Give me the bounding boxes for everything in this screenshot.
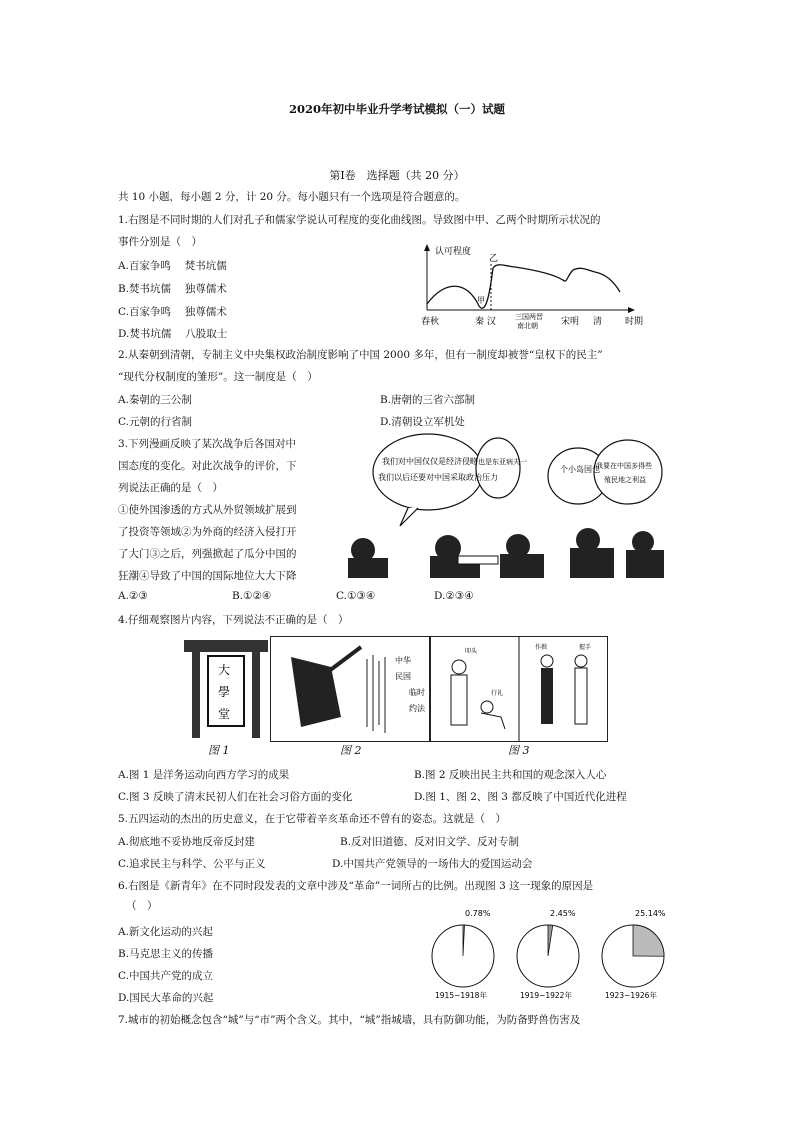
q5-option-c[interactable]: C.追求民主与科学、公平与正义 [118, 858, 266, 870]
q1-chart-mark-jia: 甲 [477, 296, 485, 305]
q4-fig2-text-2: 民国 [395, 672, 411, 681]
q4-stem: 4.仔细观察图片内容，下列说法不正确的是（ ） [118, 614, 349, 626]
q5-option-d[interactable]: D.中国共产党领导的一场伟大的爱国运动会 [332, 858, 533, 870]
q3-line6: 了大门③之后，列强掀起了瓜分中国的 [118, 548, 297, 560]
q4-figure-2 [270, 636, 430, 742]
pie-value-label-3: 25.14% [635, 909, 666, 918]
q3-line1: 3.下列漫画反映了某次战争后各国对中 [118, 438, 297, 450]
q2-option-b[interactable]: B.唐朝的三省六部制 [380, 394, 476, 406]
q4-fig3-label-3: 作揖 [535, 644, 548, 651]
q3-option-d[interactable]: D.②③④ [434, 590, 474, 602]
q5-option-a[interactable]: A.彻底地不妥协地反帝反封建 [118, 836, 255, 848]
q7-stem: 7.城市的初始概念包含“城”与“市”两个含义。其中，“城”指城墙，具有防御功能，为防备野兽伤害及 [118, 1014, 581, 1026]
q6-stem-line2: （ ） [126, 900, 158, 912]
q6-option-c[interactable]: C.中国共产党的成立 [118, 970, 213, 982]
q6-option-d[interactable]: D.国民大革命的兴起 [118, 992, 214, 1004]
q1-option-d[interactable]: D.焚书坑儒 八股取士 [118, 328, 228, 340]
q1-chart-xlabel: 时期 [625, 317, 644, 327]
q4-figure-3 [430, 636, 608, 742]
q1-option-b[interactable]: B.焚书坑儒 独尊儒术 [118, 283, 227, 295]
q6-option-a[interactable]: A.新文化运动的兴起 [118, 926, 213, 938]
q3-line5: 了投资等领域②为外商的经济入侵打开 [118, 526, 297, 538]
q4-option-a[interactable]: A.图 1 是洋务运动向西方学习的成果 [118, 769, 290, 781]
q3-bubble-6: 殖民地之利益 [604, 476, 646, 484]
q4-fig1-char-2: 學 [218, 685, 231, 699]
q3-bubble-3: 也是东亚病夫一 [478, 458, 527, 466]
q1-option-c[interactable]: C.百家争鸣 独尊儒术 [118, 306, 227, 318]
q3-line2: 国态度的变化。对此次战争的评价，下 [118, 460, 297, 472]
q3-bubble-4: 个小岛国也 [560, 465, 600, 474]
q1-chart-mark-yi: 乙 [489, 254, 499, 264]
q3-bubble-2: 我们以后还要对中国采取政治压力 [378, 473, 498, 482]
q6-pie-charts [425, 904, 675, 1000]
q1-curve-chart [415, 240, 660, 332]
q1-chart-tick-qing: 清 [593, 317, 603, 327]
q3-line3: 列说法正确的是（ ） [118, 482, 223, 494]
q3-line7: 狂潮④导致了中国的国际地位大大下降 [118, 570, 297, 582]
q2-option-d[interactable]: D.清朝设立军机处 [380, 416, 465, 428]
q3-bubble-1: 我们对中国仅仅是经济侵略 [382, 457, 478, 466]
q4-fig3-label-2: 行礼 [491, 690, 504, 697]
q4-fig3-label-4: 握手 [579, 644, 592, 651]
q4-figure-3-art [431, 637, 607, 741]
q3-line4: ①使外国渗透的方式从外贸领域扩展到 [118, 504, 297, 516]
q1-chart-tick-qinhan: 秦 汉 [475, 317, 496, 327]
q5-option-b[interactable]: B.反对旧道德、反对旧文学、反对专制 [340, 836, 520, 848]
q4-figure-2-art [271, 637, 429, 741]
pie-category-label-3: 1923~1926年 [605, 991, 657, 1000]
q4-caption-2: 图 2 [340, 744, 362, 757]
pie-slice-3 [633, 925, 664, 956]
q6-stem: 6.右图是《新青年》在不同时段发表的文章中涉及“革命”一词所占的比例。出现图 3 这一现象的原因是 [118, 880, 594, 892]
pie-value-label-2: 2.45% [550, 909, 576, 918]
q1-chart-tick-chunqiu: 春秋 [421, 317, 440, 327]
q4-fig3-label-1: 叩头 [465, 648, 478, 655]
instructions: 共 10 小题，每小题 2 分，计 20 分。每小题只有一个选项是符合题意的。 [118, 191, 466, 203]
q4-fig2-text-3: 临时 [409, 688, 425, 697]
q1-chart-tick-sanguo: 三国两晋 [515, 313, 543, 321]
q3-cartoon [338, 430, 668, 580]
q4-fig2-text-4: 约法 [409, 704, 425, 713]
pie-value-label-1: 0.78% [465, 909, 491, 918]
q1-chart-ylabel: 认可程度 [435, 247, 472, 257]
q4-option-d[interactable]: D.图 1、图 2、图 3 都反映了中国近代化进程 [414, 791, 627, 803]
q2-stem-line1: 2.从秦朝到清朝，专制主义中央集权政治制度影响了中国 2000 多年，但有一制度却被誉“皇权下的民主” [118, 349, 603, 361]
q2-stem-line2: “现代分权制度的雏形”。这一制度是（ ） [118, 371, 318, 383]
q4-caption-3: 图 3 [508, 744, 530, 757]
q4-option-b[interactable]: B.图 2 反映出民主共和国的观念深入人心 [414, 769, 607, 781]
pie-category-label-2: 1919~1922年 [520, 991, 572, 1000]
q4-caption-1: 图 1 [208, 744, 230, 757]
section-heading: 第Ⅰ卷 选择题（共 20 分） [329, 169, 465, 182]
q3-option-a[interactable]: A.②③ [118, 590, 148, 602]
q4-figure-1 [184, 636, 270, 748]
q3-option-b[interactable]: B.①②④ [232, 590, 272, 602]
q3-option-c[interactable]: C.①③④ [336, 590, 376, 602]
q1-chart-tick-songming: 宋明 [561, 317, 580, 327]
q1-option-a[interactable]: A.百家争鸣 焚书坑儒 [118, 260, 227, 272]
q6-option-b[interactable]: B.马克思主义的传播 [118, 948, 214, 960]
q1-stem-line2: 事件分别是（ ） [118, 236, 202, 248]
q2-option-c[interactable]: C.元朝的行省制 [118, 416, 192, 428]
q4-fig2-text-1: 中华 [395, 656, 411, 665]
q3-bubble-5: 我要在中国多得些 [596, 462, 652, 470]
q1-stem-line1: 1.右图是不同时期的人们对孔子和儒家学说认可程度的变化曲线图。导致图中甲、乙两个时期所示状况的 [118, 214, 601, 226]
pie-category-label-1: 1915~1918年 [435, 991, 487, 1000]
q4-option-c[interactable]: C.图 3 反映了清末民初人们在社会习俗方面的变化 [118, 791, 353, 803]
q2-option-a[interactable]: A.秦朝的三公制 [118, 394, 192, 406]
q1-chart-tick-nanbeichao: 南北朝 [517, 322, 538, 330]
page-title: 2020年初中毕业升学考试模拟（一）试题 [288, 102, 505, 116]
q4-fig1-char-3: 堂 [218, 707, 231, 721]
q4-fig1-char-1: 大 [218, 663, 231, 677]
q5-stem: 5.五四运动的杰出的历史意义，在于它带着辛亥革命还不曾有的姿态。这就是（ ） [118, 813, 507, 825]
